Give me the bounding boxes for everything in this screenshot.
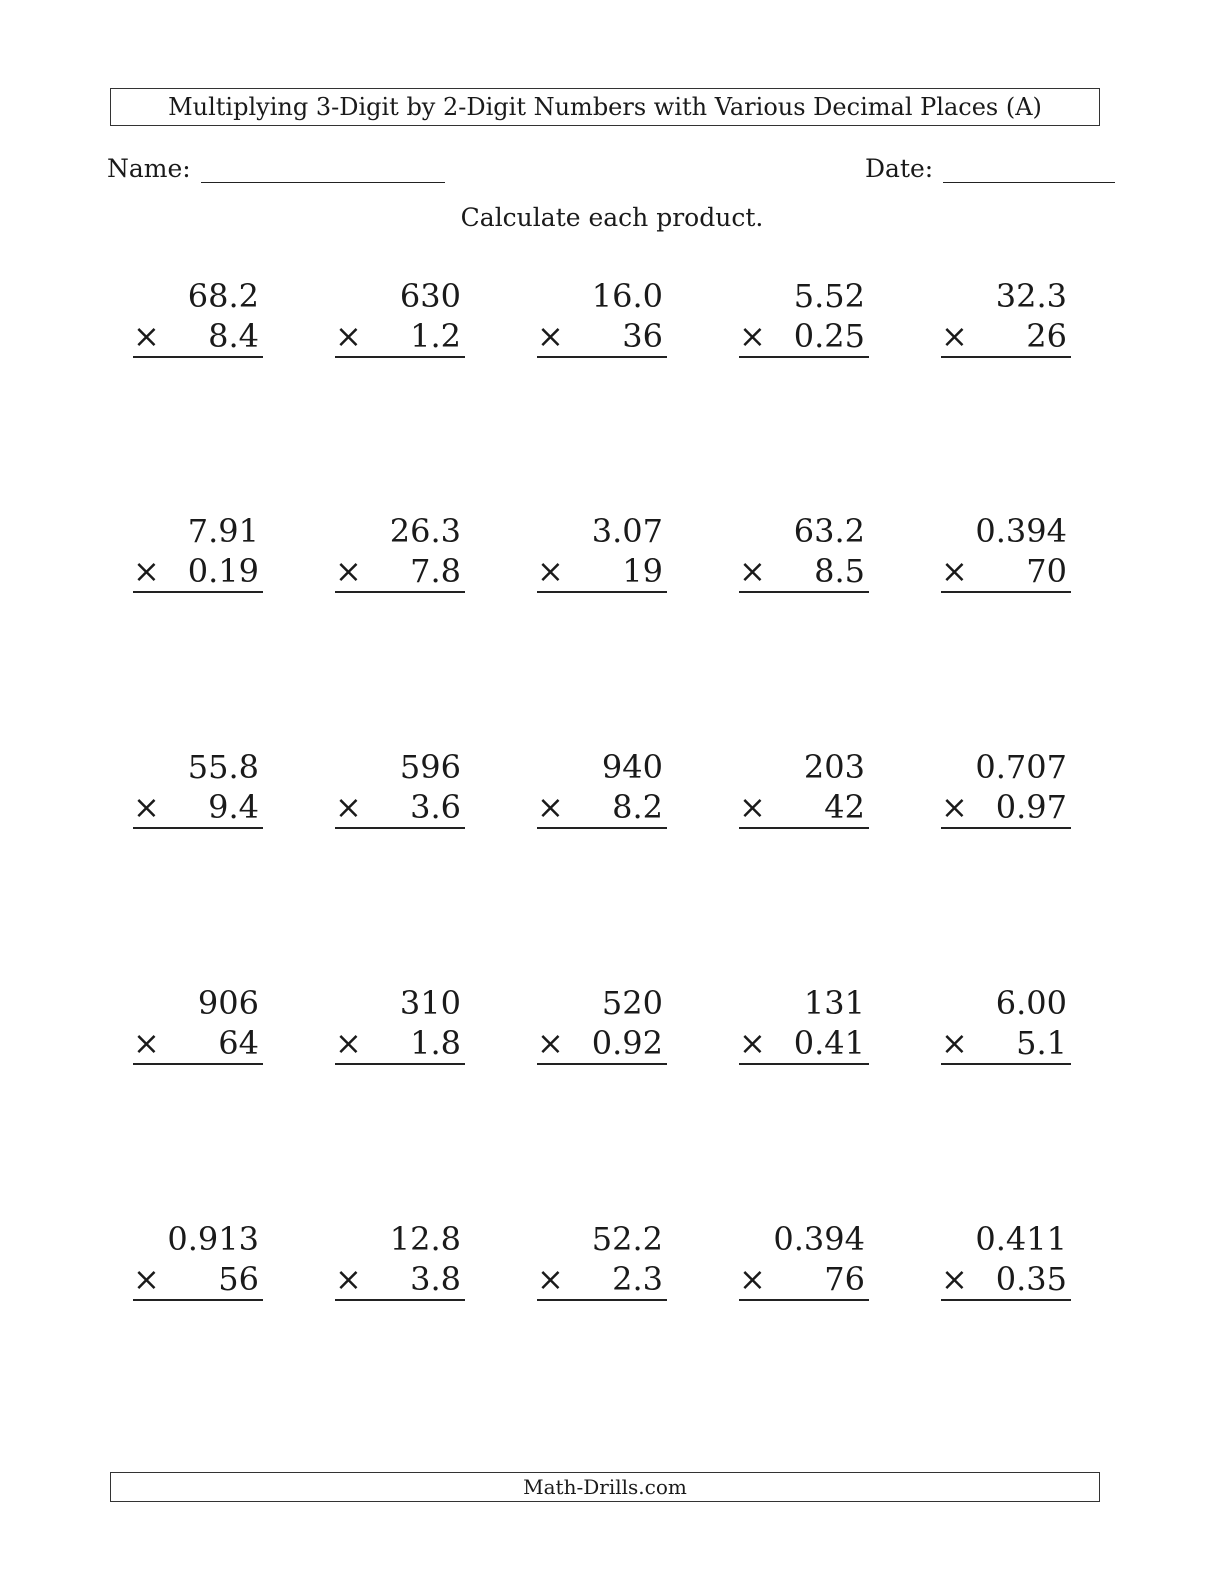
multiplier: 7.8 <box>410 552 461 590</box>
multiplicand: 26.3 <box>389 512 461 550</box>
times-icon: × <box>537 1024 564 1062</box>
problem <box>133 511 263 593</box>
times-icon: × <box>335 317 362 355</box>
multiplicand: 52.2 <box>591 1220 663 1258</box>
multiplier: 0.25 <box>793 317 865 355</box>
multiplier: 0.97 <box>995 788 1067 826</box>
multiplier: 19 <box>622 552 663 590</box>
times-icon: × <box>941 317 968 355</box>
multiplicand: 906 <box>197 984 259 1022</box>
problem <box>335 983 465 1065</box>
multiplier-row <box>335 1023 465 1065</box>
multiplicand: 5.52 <box>793 277 865 315</box>
problem <box>739 983 869 1065</box>
problem <box>941 983 1071 1065</box>
times-icon: × <box>739 317 766 355</box>
problem <box>335 747 465 829</box>
problem <box>739 511 869 593</box>
times-icon: × <box>335 788 362 826</box>
multiplicand: 0.411 <box>975 1220 1067 1258</box>
multiplier: 3.8 <box>410 1260 461 1298</box>
times-icon: × <box>335 1260 362 1298</box>
multiplier: 64 <box>218 1024 259 1062</box>
multiplicand: 0.707 <box>975 748 1067 786</box>
multiplier: 0.41 <box>793 1024 865 1062</box>
multiplier-row <box>739 551 869 593</box>
multiplier-row <box>537 1023 667 1065</box>
date-label: Date: <box>865 154 934 183</box>
times-icon: × <box>133 552 160 590</box>
worksheet-title <box>110 88 1100 126</box>
multiplier: 3.6 <box>410 788 461 826</box>
multiplier-row <box>335 551 465 593</box>
multiplier: 0.35 <box>995 1260 1067 1298</box>
problem <box>739 1219 869 1301</box>
problem <box>133 1219 263 1301</box>
multiplier: 1.8 <box>410 1024 461 1062</box>
times-icon: × <box>941 552 968 590</box>
date-field <box>865 148 1115 183</box>
problem <box>133 747 263 829</box>
problem <box>537 276 667 358</box>
multiplier-row <box>133 1023 263 1065</box>
multiplier: 42 <box>824 788 865 826</box>
multiplicand: 63.2 <box>793 512 865 550</box>
footer <box>110 1472 1100 1502</box>
multiplier: 8.5 <box>814 552 865 590</box>
times-icon: × <box>335 1024 362 1062</box>
multiplier-row <box>537 787 667 829</box>
multiplier-row <box>941 1023 1071 1065</box>
multiplier-row <box>941 316 1071 358</box>
problem <box>941 276 1071 358</box>
multiplier-row <box>941 1259 1071 1301</box>
multiplier: 56 <box>218 1260 259 1298</box>
multiplicand: 6.00 <box>995 984 1067 1022</box>
problem <box>537 747 667 829</box>
multiplier: 70 <box>1026 552 1067 590</box>
times-icon: × <box>133 1024 160 1062</box>
multiplier: 0.19 <box>187 552 259 590</box>
multiplicand: 0.394 <box>975 512 1067 550</box>
multiplier-row <box>133 551 263 593</box>
multiplier: 5.1 <box>1016 1024 1067 1062</box>
problem <box>537 983 667 1065</box>
name-field <box>107 148 445 183</box>
multiplier-row <box>335 787 465 829</box>
problem <box>133 983 263 1065</box>
multiplicand: 520 <box>601 984 663 1022</box>
times-icon: × <box>537 1260 564 1298</box>
multiplier: 26 <box>1026 317 1067 355</box>
multiplicand: 940 <box>601 748 663 786</box>
times-icon: × <box>537 552 564 590</box>
multiplier: 0.92 <box>591 1024 663 1062</box>
problem <box>739 747 869 829</box>
multiplier: 9.4 <box>208 788 259 826</box>
problem <box>941 511 1071 593</box>
instructions: Calculate each product. <box>460 203 764 232</box>
times-icon: × <box>133 788 160 826</box>
name-input-line[interactable] <box>201 148 445 183</box>
date-input-line[interactable] <box>943 148 1115 183</box>
times-icon: × <box>537 788 564 826</box>
multiplicand: 310 <box>399 984 461 1022</box>
problem <box>335 1219 465 1301</box>
multiplier: 2.3 <box>612 1260 663 1298</box>
times-icon: × <box>133 317 160 355</box>
problem <box>537 511 667 593</box>
multiplicand: 596 <box>399 748 461 786</box>
problem <box>941 747 1071 829</box>
multiplicand: 32.3 <box>995 277 1067 315</box>
multiplicand: 12.8 <box>389 1220 461 1258</box>
multiplicand: 0.394 <box>773 1220 865 1258</box>
multiplier-row <box>335 316 465 358</box>
multiplier: 8.2 <box>612 788 663 826</box>
times-icon: × <box>739 788 766 826</box>
times-icon: × <box>133 1260 160 1298</box>
times-icon: × <box>739 1024 766 1062</box>
problem <box>335 511 465 593</box>
multiplier: 36 <box>622 317 663 355</box>
times-icon: × <box>537 317 564 355</box>
times-icon: × <box>739 1260 766 1298</box>
multiplier-row <box>739 1023 869 1065</box>
multiplicand: 55.8 <box>187 748 259 786</box>
multiplier-row <box>537 1259 667 1301</box>
name-label: Name: <box>107 154 191 183</box>
multiplier-row <box>739 316 869 358</box>
problem <box>537 1219 667 1301</box>
times-icon: × <box>941 788 968 826</box>
footer-text: Math-Drills.com <box>523 1475 687 1499</box>
multiplier: 76 <box>824 1260 865 1298</box>
times-icon: × <box>941 1024 968 1062</box>
problem <box>941 1219 1071 1301</box>
problem <box>335 276 465 358</box>
multiplier-row <box>537 316 667 358</box>
times-icon: × <box>335 552 362 590</box>
title-text: Multiplying 3-Digit by 2-Digit Numbers with Various Decimal Places (A) <box>168 93 1042 121</box>
multiplier: 1.2 <box>410 317 461 355</box>
multiplicand: 16.0 <box>591 277 663 315</box>
multiplier-row <box>133 1259 263 1301</box>
multiplier-row <box>739 1259 869 1301</box>
times-icon: × <box>941 1260 968 1298</box>
multiplier-row <box>941 551 1071 593</box>
multiplier-row <box>739 787 869 829</box>
multiplicand: 7.91 <box>187 512 259 550</box>
multiplier: 8.4 <box>208 317 259 355</box>
multiplicand: 0.913 <box>167 1220 259 1258</box>
multiplicand: 68.2 <box>187 277 259 315</box>
multiplier-row <box>941 787 1071 829</box>
multiplier-row <box>537 551 667 593</box>
multiplicand: 203 <box>803 748 865 786</box>
times-icon: × <box>739 552 766 590</box>
multiplicand: 131 <box>803 984 865 1022</box>
multiplier-row <box>133 316 263 358</box>
problem <box>739 276 869 358</box>
multiplier-row <box>133 787 263 829</box>
multiplier-row <box>335 1259 465 1301</box>
problem <box>133 276 263 358</box>
multiplicand: 630 <box>399 277 461 315</box>
multiplicand: 3.07 <box>591 512 663 550</box>
